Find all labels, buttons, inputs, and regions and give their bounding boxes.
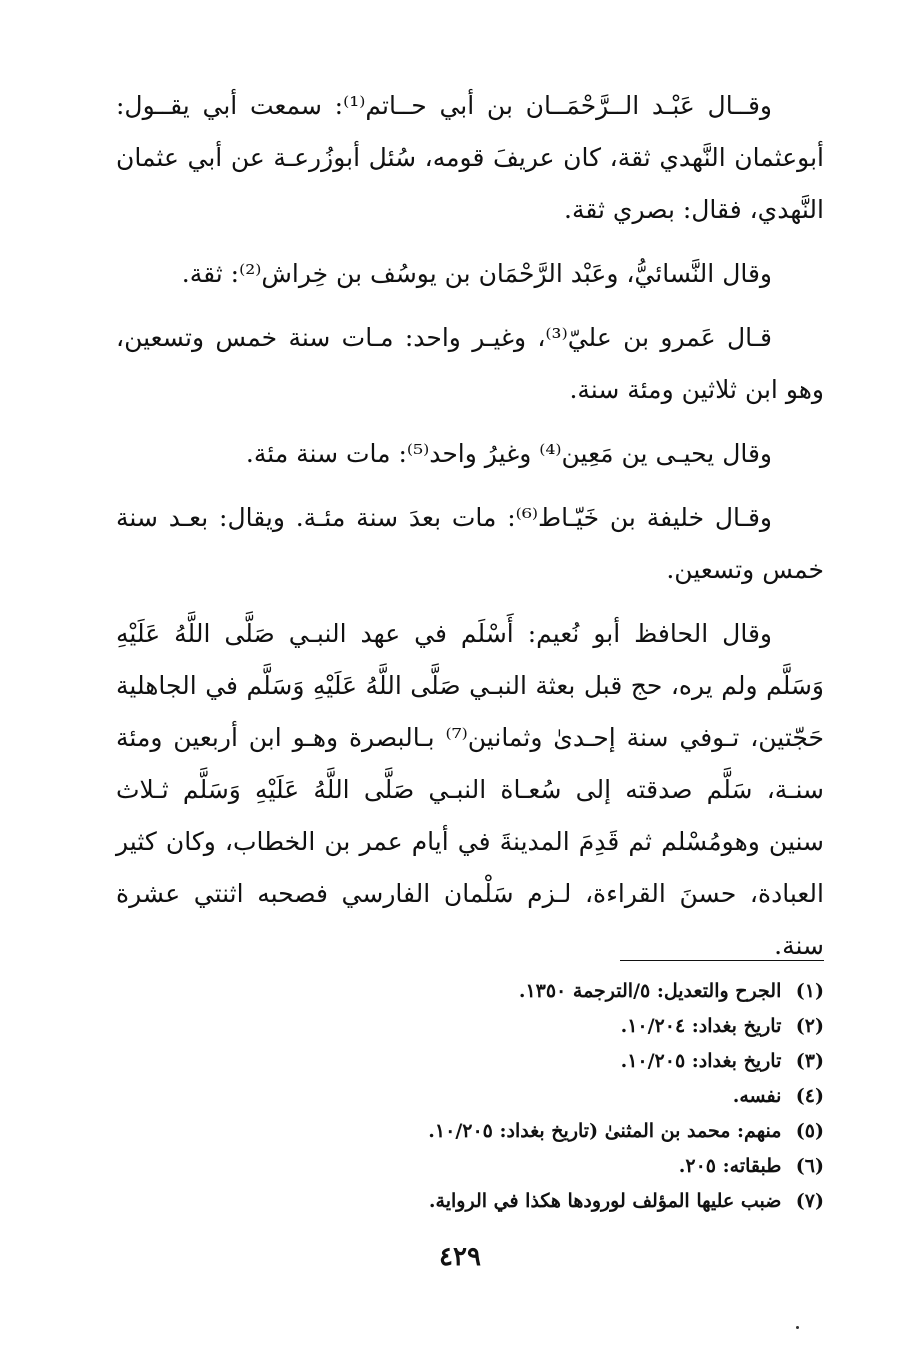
paragraph-yahya-ibn-main: وقال يحيـى ين مَعِين⁽⁴⁾ وغيرُ واحد⁽⁵⁾: مات سنة مئة. bbox=[245, 439, 772, 468]
footnote-item bbox=[300, 1149, 824, 1184]
footnote-text: طبقاته: ٢٠٥. bbox=[678, 1155, 782, 1177]
footnote-marker: (٢) bbox=[795, 1015, 824, 1037]
page-number: ٤٢٩ bbox=[439, 1242, 481, 1272]
paragraph-khalifa-ibn-khayyat: وقـال خليفة بن خَيّـاط⁽⁶⁾: مات بعدَ سنة مئـة. ويقال: بعـد سنة خمس وتسعين. bbox=[116, 503, 824, 584]
paragraph-abu-nuaym: وقال الحافظ أبو نُعيم: أَسْلَم في عهد النبـي صَلَّى اللَّهُ عَلَيْهِ وَسَلَّم ولم يره، حج قبل بعثة النبـي صَلَّى اللَّهُ عَلَيْهِ وَسَلَّم في الجاهلية حَجّتين، تـوفي سنة إحـدىٰ وثمانين⁽⁷⁾ بـالبصرة وهـو ابن أربعين ومئة سنـة، سَلَّم صدقته إلى سُعـاة النبـي صَلَّى اللَّهُ عَلَيْهِ وَسَلَّم ثـلاث سنين وهومُسْلم ثم قَدِمَ المدينةَ في أيام عمر بن الخطاب، وكان كثير العبادة، حسنَ القراءة، لـزم سَلْمان الفارسي فصحبه اثنتي عشرة سنة. bbox=[116, 619, 824, 960]
footnote-text: الجرح والتعديل: ٥/الترجمة ١٣٥٠. bbox=[518, 980, 782, 1002]
footnote-item bbox=[300, 1184, 824, 1219]
footnote-marker: (٥) bbox=[795, 1120, 824, 1142]
footnote-separator bbox=[620, 960, 824, 961]
footnote-marker: (٦) bbox=[795, 1155, 824, 1177]
footnote-text: منهم: محمد بن المثنىٰ (تاريخ بغداد: ١٠/٢٠٥. bbox=[428, 1120, 782, 1142]
paragraph-abu-hatim: وقــال عَبْـد الــرَّحْمَــان بن أبي حــاتم⁽¹⁾: سمعت أبي يقــول: أبوعثمان النَّهدي ثقة، كان عريفَ قومه، سُئل أبوزُرعـة عن أبي عثمان النَّهدي، فقال: بصري ثقة. bbox=[116, 91, 824, 224]
footnotes-list bbox=[300, 974, 824, 1219]
paragraph-nasai: وقال النَّسائيُّ، وعَبْد الرَّحْمَان بن يوسُف بن خِراش⁽²⁾: ثقة. bbox=[181, 259, 772, 288]
footnote-text: ضبب عليها المؤلف لورودها هكذا في الرواية. bbox=[428, 1190, 782, 1212]
footnote-item bbox=[300, 1114, 824, 1149]
footnote-marker: (٤) bbox=[795, 1085, 824, 1107]
footnote-item bbox=[300, 1079, 824, 1114]
scan-speck bbox=[796, 1326, 799, 1329]
footnote-marker: (٣) bbox=[795, 1050, 824, 1072]
footnote-text: نفسه. bbox=[732, 1085, 782, 1107]
footnote-text: تاريخ بغداد: ١٠/٢٠٤. bbox=[620, 1015, 782, 1037]
footnote-item bbox=[300, 1044, 824, 1079]
main-text bbox=[116, 80, 824, 984]
footnote-text: تاريخ بغداد: ١٠/٢٠٥. bbox=[620, 1050, 782, 1072]
footnote-marker: (٧) bbox=[795, 1190, 824, 1212]
footnote-item bbox=[300, 1009, 824, 1044]
footnote-marker: (١) bbox=[795, 980, 824, 1002]
paragraph-amr-ibn-ali: قـال عَمرو بن عليّ⁽³⁾، وغيـر واحد: مـات سنة خمس وتسعين، وهو ابن ثلاثين ومئة سنة. bbox=[116, 323, 824, 404]
footnote-item bbox=[300, 974, 824, 1009]
